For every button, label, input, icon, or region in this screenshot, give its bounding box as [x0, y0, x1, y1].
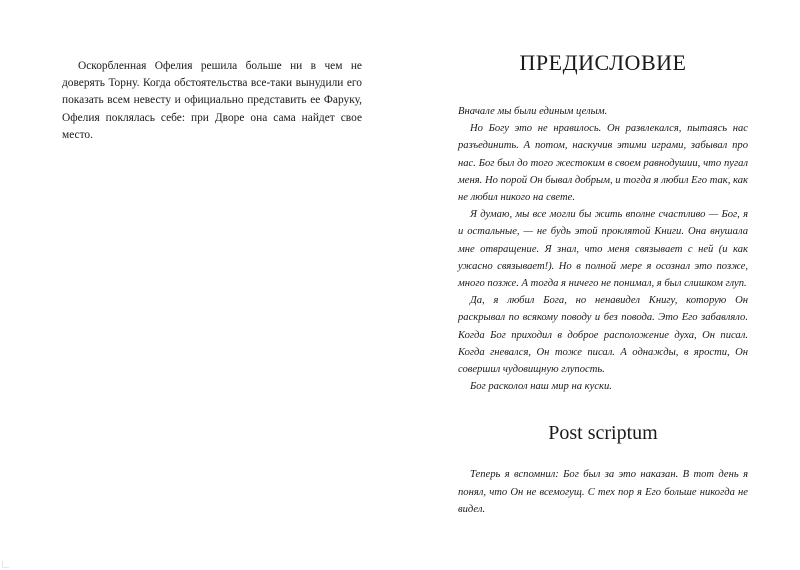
preface-paragraph: Вначале мы были единым целым. [458, 106, 608, 117]
right-page [458, 50, 748, 518]
preface-paragraph: Но Богу это не нравилось. Он развлекался, пытаясь нас разъединить. А потом, наскучив этими играми, забывал про нас. Бог был до того жестоким в своем равнодушии, что пугал меня. Но порой Он бывал добрым, и тогда я любил Его так, как не любил никого на свете. [458, 123, 748, 204]
postscript-heading: Post scriptum [548, 422, 658, 445]
preface-paragraph: Я думаю, мы все могли бы жить вполне счастливо — Бог, я и остальные, — не будь этой проклятой Книги. Она внушала мне отвращение. Я знал, что меня связывает с ней (и как ужасно связывает!). Но в полной мере я осознал это позже, много позже. А тогда я ничего не понимал, я был слишком глуп. [458, 209, 748, 290]
page-corner-mark [2, 561, 9, 568]
chapter-heading: ПРЕДИСЛОВИЕ [519, 50, 687, 75]
postscript-paragraph: Теперь я вспомнил: Бог был за это наказан. В тот день я понял, что Он не всемогущ. С тех пор я Его больше никогда не видел. [458, 469, 748, 515]
preface-paragraph: Да, я любил Бога, но ненавидел Книгу, которую Он раскрывал по всякому поводу и без повода. Это Его забавляло. Когда Бог приходил в доброе расположение духа, Он писал. Когда гневался, Он тоже писал. А однажды, в ярости, Он совершил чудовищную глупость. [458, 295, 748, 376]
left-page [62, 58, 362, 144]
preface-paragraph: Бог расколол наш мир на куски. [470, 381, 612, 393]
left-page-paragraph: Оскорбленная Офелия решила больше ни в чем не доверять Торну. Когда обстоятельства все-таки вынудили его показать всем невесту и официально представить ее Фаруку, Офелия поклялась себе: при Дворе она сама найдет свое место. [62, 60, 362, 141]
preface-text [458, 103, 748, 395]
postscript-text [458, 466, 748, 518]
